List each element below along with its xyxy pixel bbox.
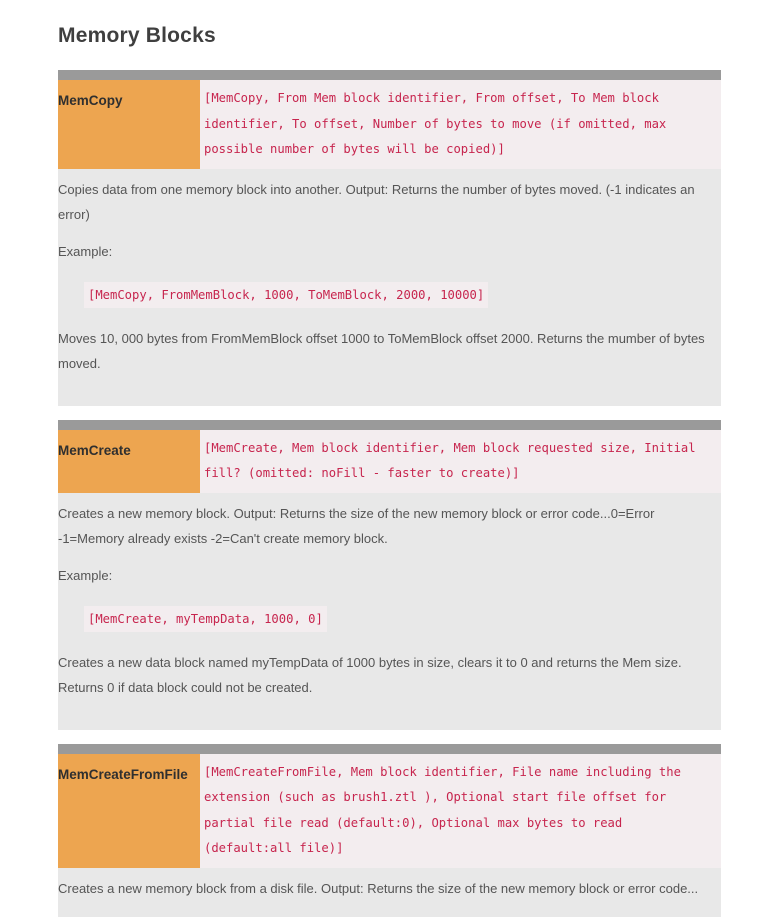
command-name-label: MemCopy	[58, 93, 123, 108]
command-note: Moves 10, 000 bytes from FromMemBlock offset 1000 to ToMemBlock offset 2000. Returns the mumber of bytes moved.	[58, 330, 705, 371]
command-name-label: MemCreateFromFile	[58, 766, 188, 782]
block-divider-bar	[58, 70, 721, 80]
block-content	[58, 493, 721, 730]
command-description: Creates a new memory block. Output: Returns the size of the new memory block or error code...0=Error -1=Memory already exists -2=Can't create memory block.	[58, 505, 655, 546]
command-name	[58, 80, 200, 169]
block-divider-bar	[58, 744, 721, 754]
command-description: Copies data from one memory block into another. Output: Returns the number of bytes moved. (-1 indicates an error)	[58, 181, 695, 222]
command-block-memcreatefromfile	[58, 744, 721, 917]
command-block-memcopy	[58, 70, 721, 406]
command-description: Creates a new memory block from a disk file. Output: Returns the size of the new memory block or error code...	[58, 880, 699, 896]
command-signature: [MemCopy, From Mem block identifier, From offset, To Mem block identifier, To offset, Number of bytes to move (if omitted, max possible number of bytes will be copied)]	[200, 80, 721, 169]
example-label: Example:	[58, 243, 113, 259]
example-code: [MemCreate, myTempData, 1000, 0]	[84, 606, 327, 632]
example-code: [MemCopy, FromMemBlock, 1000, ToMemBlock, 2000, 10000]	[84, 282, 488, 308]
page-title: Memory Blocks	[58, 24, 216, 47]
command-signature: [MemCreate, Mem block identifier, Mem block requested size, Initial fill? (omitted: noFill - faster to create)]	[200, 430, 721, 493]
block-divider-bar	[58, 420, 721, 430]
block-content	[58, 868, 721, 917]
command-signature: [MemCreateFromFile, Mem block identifier, File name including the extension (such as brush1.ztl ), Optional start file offset for partial file read (default:0), Optional max bytes to read (default:all file)]	[200, 754, 721, 868]
command-block-memcreate	[58, 420, 721, 730]
command-name	[58, 430, 200, 493]
block-content	[58, 169, 721, 406]
block-header	[58, 80, 721, 169]
block-header	[58, 430, 721, 493]
command-name-label: MemCreate	[58, 442, 131, 458]
block-header	[58, 754, 721, 868]
example-label: Example:	[58, 567, 113, 583]
command-name	[58, 754, 200, 868]
command-note: Creates a new data block named myTempData of 1000 bytes in size, clears it to 0 and returns the Mem size. Returns 0 if data block could not be created.	[58, 654, 682, 695]
